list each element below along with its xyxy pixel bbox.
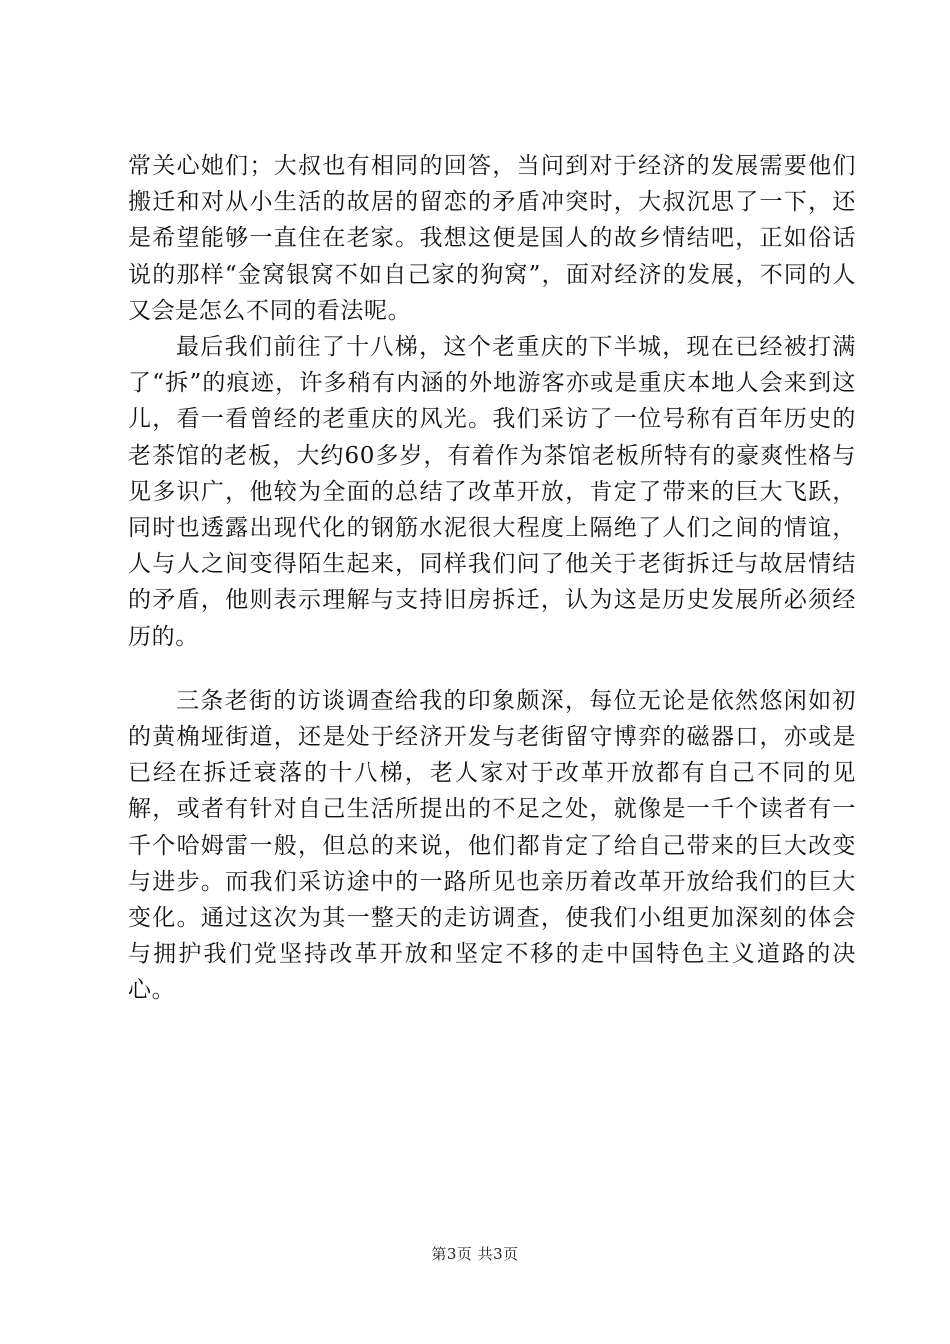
paragraph-continuation: 常关心她们；大叔也有相同的回答，当问到对于经济的发展需要他们搬迁和对从小生活的故居的留恋的矛盾冲突时，大叔沉思了一下，还是希望能够一直住在老家。我想这便是国人的故乡情结吧，正如俗话说的那样“金窝银窝不如自己家的狗窝”，面对经济的发展，不同的人又会是怎么不同的看法呢。	[128, 153, 856, 324]
page-number-footer: 第3页 共3页	[431, 1245, 519, 1263]
paragraph-shibati: 最后我们前往了十八梯，这个老重庆的下半城，现在已经被打满了“拆”的痕迹，许多稍有内涵的外地游客亦或是重庆本地人会来到这儿，看一看曾经的老重庆的风光。我们采访了一位号称有百年历史的老茶馆的老板，大约60多岁，有着作为茶馆老板所特有的豪爽性格与见多识广，他较为全面的总结了改革开放，肯定了带来的巨大飞跃，同时也透露出现代化的钢筋水泥很大程度上隔绝了人们之间的情谊，人与人之间变得陌生起来，同样我们问了他关于老街拆迁与故居情结的矛盾，他则表示理解与支持旧房拆迁，认为这是历史发展所必须经历的。	[128, 334, 856, 650]
document-body	[128, 148, 856, 1009]
paragraph-conclusion: 三条老街的访谈调查给我的印象颇深，每位无论是依然悠闲如初的黄桷垭街道，还是处于经济开发与老街留守博弈的磁器口，亦或是已经在拆迁衰落的十八梯，老人家对于改革开放都有自己不同的见解，或者有针对自己生活所提出的不足之处，就像是一千个读者有一千个哈姆雷一般，但总的来说，他们都肯定了给自己带来的巨大改变与进步。而我们采访途中的一路所见也亲历着改革开放给我们的巨大变化。通过这次为其一整天的走访调查，使我们小组更加深刻的体会与拥护我们党坚持改革开放和坚定不移的走中国特色主义道路的决心。	[128, 687, 856, 1004]
